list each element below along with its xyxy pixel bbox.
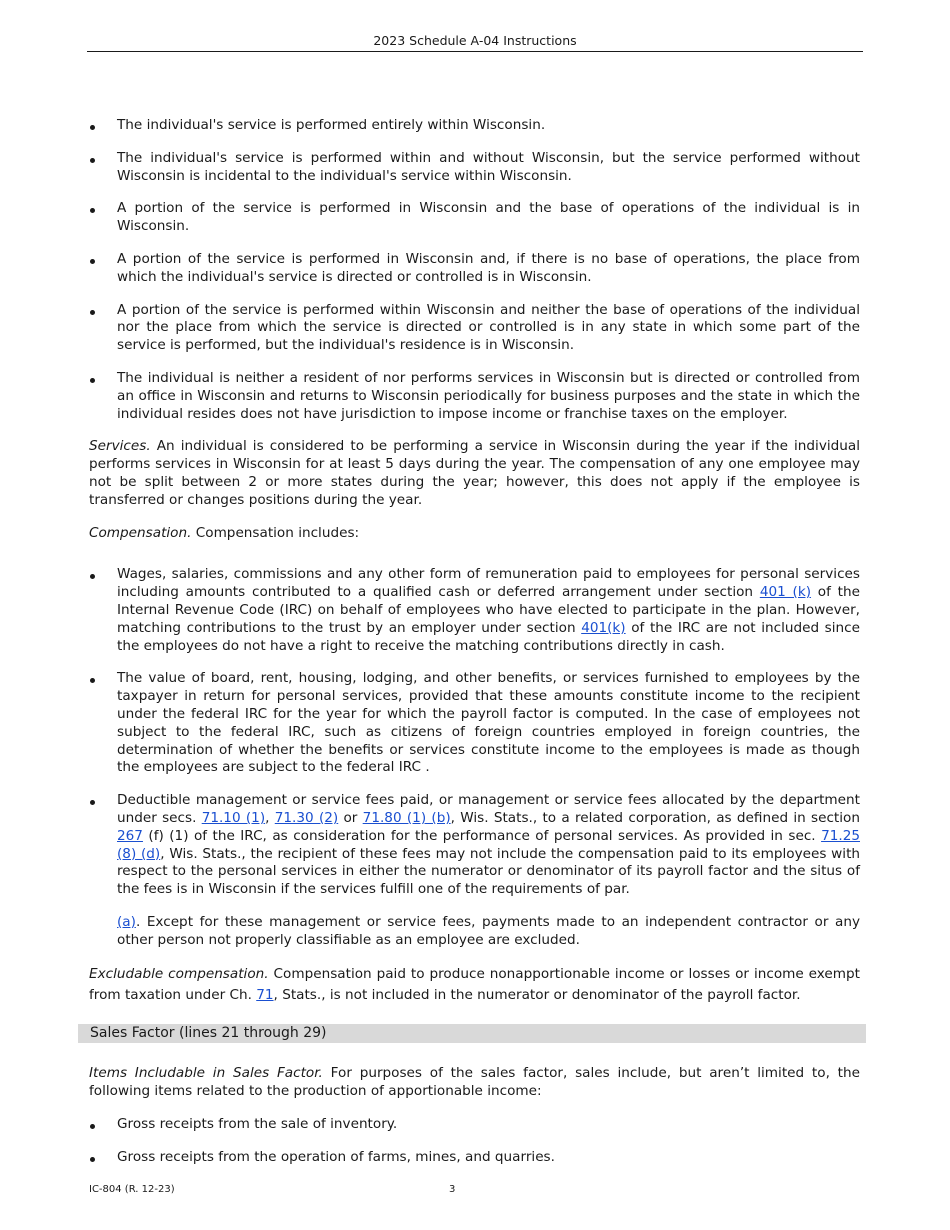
text-span: For purposes of the sales factor, sales include, but aren’t limited to, the following items related to the production of apportionable income: xyxy=(89,1065,860,1100)
list-item xyxy=(89,566,860,655)
main-content xyxy=(89,117,860,1182)
text-span: Wages, salaries, commissions and any other form of remuneration paid to employees for personal services including amounts contributed to a qualified cash or deferred arrangement under section xyxy=(117,566,860,601)
link-par-a[interactable]: (a) xyxy=(117,913,136,930)
compensation-text: Compensation includes: xyxy=(191,524,360,541)
form-id: IC-804 (R. 12-23) xyxy=(89,1184,175,1195)
list-item: The value of board, rent, housing, lodging, and other benefits, or services furnished to employees by the taxpayer in return for personal services, provided that these amounts constitute income to the recipient under the federal IRC for the year for which the payroll factor is computed. In the case of employees not subject to the federal IRC, such as citizens of foreign countries employed in foreign countries, the determination of whether the benefits or services constitute income to the employees is made as though the employees are subject to the federal IRC . xyxy=(89,670,860,777)
text-span: Deductible management or service fees paid, or management or service fees allocated by the department under secs. xyxy=(117,792,860,826)
items-includable-paragraph xyxy=(89,1065,860,1101)
compensation-lead: Compensation. xyxy=(89,524,192,541)
text-span: or xyxy=(338,809,363,826)
services-paragraph xyxy=(89,438,860,509)
text-span: , Stats., is not included in the numerator or denominator of the payroll factor. xyxy=(273,987,801,1004)
services-text: An individual is considered to be performing a service in Wisconsin during the year if the individual performs services in Wisconsin for at least 5 days during the year. The compensation of any one employee may not be split between 2 or more states during the year; however, this does not apply if the employee is transferred or changes positions during the year. xyxy=(89,438,860,508)
list-item: The individual is neither a resident of nor performs services in Wisconsin but is directed or controlled from an office in Wisconsin and returns to Wisconsin periodically for business purposes and the state in which the individual resides does not have jurisdiction to impose income or franchise taxes on the employer. xyxy=(89,370,860,423)
text-span: , Wis. Stats., to a related corporation, as defined in section xyxy=(450,809,860,826)
link-401k[interactable]: 401 (k) xyxy=(759,584,812,601)
list-item: Gross receipts from the operation of farms, mines, and quarries. xyxy=(89,1149,860,1167)
text-span: , Wis. Stats., the recipient of these fees may not include the compensation paid to its employees with respect to the personal services in either the numerator or denominator of its payroll factor and the situs of the fees is in Wisconsin if the services fulfill one of the requirements of par. xyxy=(117,845,861,898)
text-span: of the Internal Revenue Code (IRC) on behalf of employees who have elected to participate in the plan. However, matching contributions to the trust by an employer under section xyxy=(117,584,860,636)
list-item: The individual's service is performed entirely within Wisconsin. xyxy=(89,117,860,135)
services-lead: Services. xyxy=(89,438,151,455)
page-number: 3 xyxy=(449,1184,456,1195)
list-item: A portion of the service is performed within Wisconsin and neither the base of operations of the individual nor the place from which the service is directed or controlled is in any state in which some part of the service is performed, but the individual's residence is in Wisconsin. xyxy=(89,302,860,355)
text-span: of the IRC are not included since the employees do not have a right to receive the matching contributions directly in cash. xyxy=(117,619,860,654)
list-item xyxy=(89,792,860,899)
text-span: . Except for these management or service fees, payments made to an independent contractor or any other person not properly classifiable as an employee are excluded. xyxy=(117,913,860,948)
text-span: (f) (1) of the IRC, as consideration for the performance of personal services. As provided in sec. xyxy=(142,827,822,844)
link-ch-71[interactable]: 71 xyxy=(256,987,274,1004)
compensation-paragraph xyxy=(89,525,860,543)
link-71-30-2[interactable]: 71.30 (2) xyxy=(274,809,339,826)
items-includable-lead: Items Includable in Sales Factor. xyxy=(89,1065,323,1082)
link-401k-second[interactable]: 401(k) xyxy=(581,619,626,636)
link-71-10-1[interactable]: 71.10 (1) xyxy=(201,809,266,826)
link-71-25-8-d[interactable]: 71.25 (8) (d) xyxy=(117,827,860,862)
list-item: The individual's service is performed within and without Wisconsin, but the service performed without Wisconsin is incidental to the individual's service within Wisconsin. xyxy=(89,150,860,186)
text-span: , xyxy=(265,809,275,826)
sales-items-list xyxy=(89,1116,860,1167)
link-71-80-1-b[interactable]: 71.80 (1) (b) xyxy=(362,809,451,826)
list-item: A portion of the service is performed in Wisconsin and, if there is no base of operations, the place from which the individual's service is directed or controlled is in Wisconsin. xyxy=(89,251,860,287)
service-conditions-list xyxy=(89,117,860,423)
sales-factor-section-heading: Sales Factor (lines 21 through 29) xyxy=(78,1024,866,1043)
link-267[interactable]: 267 xyxy=(117,827,143,844)
compensation-continuation xyxy=(89,914,860,950)
page-header-title: 2023 Schedule A-04 Instructions xyxy=(87,33,863,52)
excludable-lead: Excludable compensation. xyxy=(89,966,269,983)
compensation-list xyxy=(89,566,860,899)
list-item: Gross receipts from the sale of inventory. xyxy=(89,1116,860,1134)
list-item: A portion of the service is performed in Wisconsin and the base of operations of the individual is in Wisconsin. xyxy=(89,200,860,236)
excludable-paragraph xyxy=(89,964,860,1006)
text-span: Compensation paid to produce nonapportionable income or losses or income exempt from taxation under Ch. xyxy=(89,966,860,1004)
